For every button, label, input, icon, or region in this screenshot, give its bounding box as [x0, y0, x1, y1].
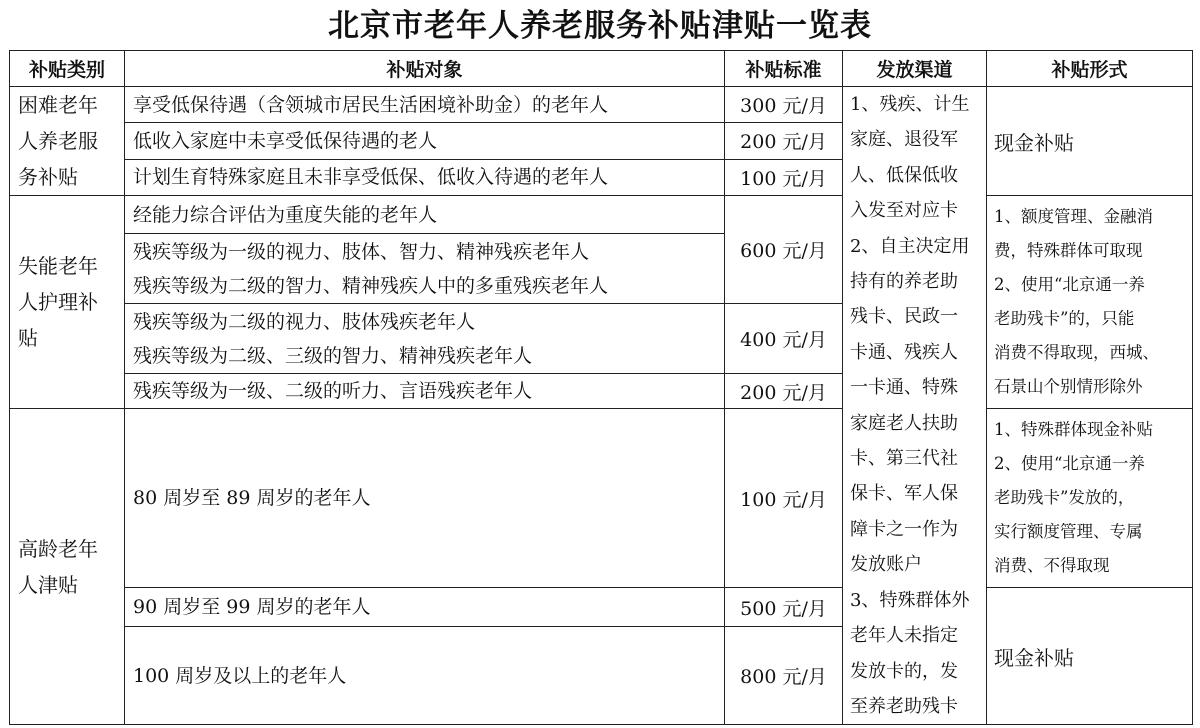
- target-cell: 计划生育特殊家庭且未非享受低保、低收入待遇的老年人: [125, 159, 725, 195]
- target-cell: 80 周岁至 89 周岁的老年人: [125, 409, 725, 588]
- target-cell: 100 周岁及以上的老年人: [125, 627, 725, 725]
- table-row: [10, 409, 1193, 588]
- target-cell: 经能力综合评估为重度失能的老年人: [125, 196, 725, 234]
- category-disabled: 失能老年 人护理补 贴: [10, 196, 125, 409]
- header-standard: 补贴标准: [725, 51, 843, 87]
- form-difficult: 现金补贴: [987, 87, 1193, 196]
- standard-cell: 500 元/月: [725, 588, 843, 627]
- form-centenarian: 现金补贴: [987, 588, 1193, 725]
- standard-cell: 100 元/月: [725, 409, 843, 588]
- target-cell: 享受低保待遇（含领城市居民生活困境补助金）的老年人: [125, 87, 725, 123]
- target-cell: 残疾等级为二级的视力、肢体残疾老年人 残疾等级为二级、三级的智力、精神残疾老年人: [125, 304, 725, 374]
- standard-cell: 400 元/月: [725, 304, 843, 374]
- target-cell: 残疾等级为一级的视力、肢体、智力、精神残疾老年人 残疾等级为二级的智力、精神残疾人中的多重残疾老年人: [125, 234, 725, 304]
- subsidy-table: [9, 50, 1193, 725]
- channel-cell: 1、残疾、计生 家庭、退役军 人、低保低收 入发至对应卡 2、自主决定用 持有的养老助 残卡、民政一 卡通、残疾人 一卡通、特殊 家庭老人扶助 卡、第三代社 保卡、军人保 障卡之一作为 发放账户 3、特殊群体外 老年人未指定 发放卡的，发 至养老助残卡: [843, 87, 987, 725]
- standard-cell: 300 元/月: [725, 87, 843, 123]
- header-category: 补贴类别: [10, 51, 125, 87]
- target-cell: 残疾等级为一级、二级的听力、言语残疾老年人: [125, 374, 725, 409]
- table-row: [10, 196, 1193, 234]
- standard-cell: 200 元/月: [725, 374, 843, 409]
- header-channel: 发放渠道: [843, 51, 987, 87]
- header-target: 补贴对象: [125, 51, 725, 87]
- header-form: 补贴形式: [987, 51, 1193, 87]
- standard-cell: 200 元/月: [725, 123, 843, 159]
- table-row: [10, 87, 1193, 123]
- form-elderly: 1、特殊群体现金补贴 2、使用“北京通一养 老助残卡”发放的， 实行额度管理、专属 消费、不得取现: [987, 409, 1193, 588]
- standard-cell: 600 元/月: [725, 196, 843, 304]
- form-disabled: 1、额度管理、金融消 费，特殊群体可取现 2、使用“北京通一养 老助残卡”的，只能 消费不得取现，西城、 石景山个别情形除外: [987, 196, 1193, 409]
- header-row: [10, 51, 1193, 87]
- standard-cell: 100 元/月: [725, 159, 843, 195]
- standard-cell: 800 元/月: [725, 627, 843, 725]
- category-elderly: 高龄老年 人津贴: [10, 409, 125, 725]
- category-difficult: 困难老年 人养老服 务补贴: [10, 87, 125, 196]
- table-row: [10, 588, 1193, 627]
- page-title: 北京市老年人养老服务补贴津贴一览表: [328, 8, 872, 44]
- target-cell: 90 周岁至 99 周岁的老年人: [125, 588, 725, 627]
- target-cell: 低收入家庭中未享受低保待遇的老人: [125, 123, 725, 159]
